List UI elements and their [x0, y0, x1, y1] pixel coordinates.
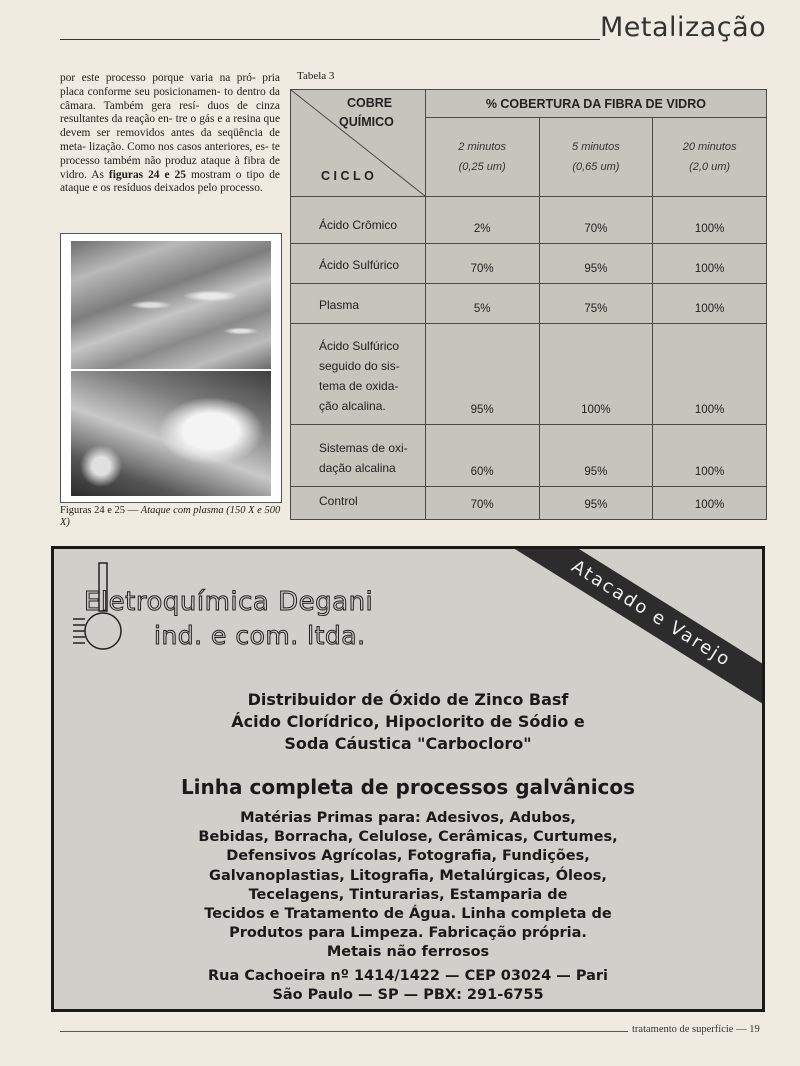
row-label-line: Sistemas de oxi- [319, 441, 408, 455]
table-cell: 95% [425, 324, 539, 425]
row-label-line: dação alcalina [319, 461, 396, 475]
materials-line: Matérias Primas para: Adesivos, Adubos, [240, 810, 576, 826]
row-label: Plasma [291, 284, 426, 324]
address-text [54, 967, 762, 1005]
figure-24-photo [71, 241, 271, 369]
body-line: por este processo porque varia na pró- [60, 72, 256, 84]
materials-line: Metais não ferrosos [326, 944, 490, 961]
body-line: tre o gás e a resina que devem ser [60, 113, 280, 140]
address-line: São Paulo — SP — PBX: 291-6755 [272, 987, 544, 1003]
caption-italic: Ataque com plasma (150 X e 500 X) [60, 505, 281, 528]
materials-line: Defensivos Agrícolas, Fotografia, Fundições, [226, 848, 590, 865]
column-time: 2 minutos [458, 141, 506, 153]
materials-line: Galvanoplastias, Litografia, Metalúrgicas, Óleos, [209, 867, 607, 884]
distributor-line: Ácido Clorídrico, Hipoclorito de Sódio e [231, 712, 585, 731]
row-label-line: seguido do sis- [319, 359, 400, 373]
body-line: deixados pelo processo. [154, 182, 263, 195]
corner-ciclo: CICLO [321, 169, 378, 183]
materials-text [54, 809, 762, 963]
table-cell: 70% [539, 197, 653, 244]
column-header [653, 118, 767, 197]
corner-cobre: COBRE [347, 96, 393, 110]
coverage-header: % COBERTURA DA FIBRA DE VIDRO [425, 90, 766, 118]
body-line: to dentro da câmara. Também gera resí- [60, 85, 280, 112]
table-row [291, 197, 767, 244]
table-cell: 100% [653, 284, 767, 324]
column-header [425, 118, 539, 197]
table-cell: 95% [539, 425, 653, 487]
distributor-line: Soda Cáustica "Carbocloro" [284, 734, 532, 753]
body-line: à fibra de vidro. As [60, 154, 280, 181]
table-corner-header [291, 90, 426, 197]
table-cell: 100% [653, 244, 767, 284]
column-thickness: (0,65 um) [572, 161, 620, 173]
table-cell: 5% [425, 284, 539, 324]
column-header [539, 118, 653, 197]
table-cell: 60% [425, 425, 539, 487]
row-label: Ácido Sulfúrico [291, 244, 426, 284]
body-paragraph [60, 72, 280, 196]
column-thickness: (0,25 um) [458, 161, 506, 173]
materials-line: Tecidos e Tratamento de Água. Linha completa de [204, 906, 612, 923]
corner-quimico: QUÍMICO [339, 115, 394, 129]
row-label [291, 324, 426, 425]
address-line: Rua Cachoeira nº 1414/1422 — CEP 03024 — Pari [208, 968, 608, 984]
materials-line: Bebidas, Borracha, Celulose, Cerâmicas, Curtumes, [198, 829, 618, 846]
table-row [291, 324, 767, 425]
column-time: 5 minutos [572, 141, 620, 153]
materials-line: Produtos para Limpeza. Fabricação própria. [229, 925, 587, 942]
advertisement [51, 546, 765, 1012]
table-cell: 70% [425, 244, 539, 284]
distributor-line: Distribuidor de Óxido de Zinco Basf [247, 690, 569, 709]
ad-headline: Linha completa de processos galvânicos [180, 775, 636, 799]
table-cell: 2% [425, 197, 539, 244]
table-row [291, 425, 767, 487]
header-rule [60, 39, 600, 40]
body-line: pria placa conforme seu posicionamen- [60, 72, 280, 98]
table-row [291, 487, 767, 520]
row-label [291, 425, 426, 487]
row-label-line: tema de oxida- [319, 379, 399, 393]
company-logo-suffix: ind. e com. ltda. [154, 621, 366, 650]
materials-line: Tecelagens, Tinturarias, Estamparia de [248, 886, 568, 903]
caption-prefix: Figuras 24 e 25 — [60, 505, 141, 516]
row-label-line: Ácido Sulfúrico [319, 339, 400, 353]
table-cell: 100% [653, 425, 767, 487]
body-line: te processo também não produz ataque [60, 140, 280, 167]
footer-rule [60, 1031, 628, 1032]
figure-box [60, 233, 282, 503]
body-line: mostram o tipo de ataque e os resíduos [60, 168, 280, 195]
coverage-table [290, 89, 767, 520]
table-cell: 100% [653, 324, 767, 425]
figure-reference: figuras 24 e 25 [108, 168, 186, 181]
table-row [291, 244, 767, 284]
body-line: lização. Como nos casos anteriores, es- [88, 140, 269, 153]
table-cell: 100% [539, 324, 653, 425]
row-label: Control [291, 487, 426, 520]
section-title: Metalização [600, 12, 767, 43]
row-label: Ácido Crômico [291, 197, 426, 244]
figure-caption [60, 505, 285, 528]
table-cell: 100% [653, 487, 767, 520]
row-label-line: ção alcalina. [319, 399, 386, 413]
footer-page-label: tratamento de superfície — 19 [632, 1024, 760, 1035]
table-cell: 95% [539, 244, 653, 284]
column-thickness: (2,0 um) [689, 161, 731, 173]
body-line: duos de cinza resultantes da reação en- [60, 99, 280, 126]
table-cell: 70% [425, 487, 539, 520]
table-cell: 100% [653, 197, 767, 244]
wholesale-retail-banner: Atacado e Varejo [502, 546, 765, 716]
body-line: removidos antes da seqüência de meta- [60, 127, 280, 153]
company-logo-name: Eletroquímica Degani [84, 587, 374, 617]
table-row [291, 284, 767, 324]
column-time: 20 minutos [682, 141, 737, 153]
distributor-text [54, 689, 762, 755]
table-label: Tabela 3 [297, 70, 335, 82]
table-cell: 75% [539, 284, 653, 324]
figure-25-photo [71, 371, 271, 496]
table-cell: 95% [539, 487, 653, 520]
